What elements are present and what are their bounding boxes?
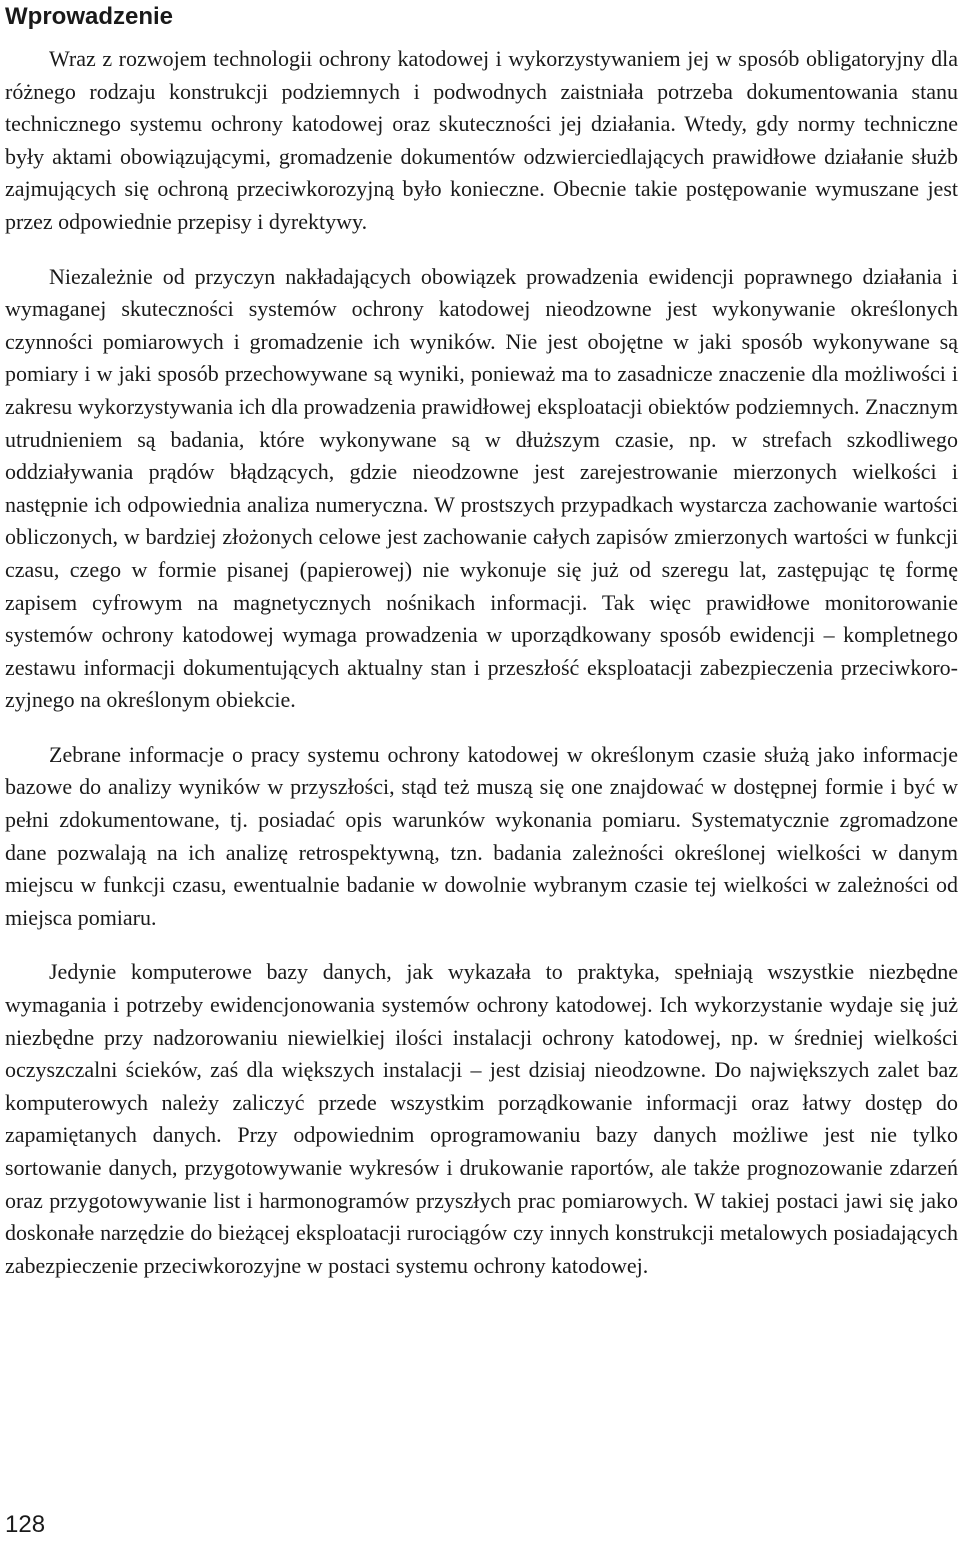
body-text xyxy=(5,43,958,1304)
paragraph-1: Wraz z rozwojem technologii ochrony katodowej i wykorzystywaniem jej w sposób obligatoryjny dla różnego rodzaju konstrukcji podziemnych i podwodnych zaistniała potrzeba dokumentowania stanu technicznego systemu ochrony katodowej oraz skuteczności jej działania. Wtedy, gdy normy techniczne były aktami obowiązującymi, gromadzenie dokumentów odzwierciedlających prawidłowe działanie służb zajmujących się ochroną przeciwkorozyjną było konieczne. Obecnie takie postępowanie wymuszane jest przez odpowiednie przepisy i dyrektywy. xyxy=(5,46,958,234)
paragraph-3: Zebrane informacje o pracy systemu ochrony katodowej w określonym czasie służą jako informacje bazowe do analizy wyników w przyszłości, stąd też muszą się one znajdować w dostępnej formie i być w pełni zdokumentowane, tj. posiadać opis warunków wykonania pomiaru. Systematycznie zgromadzone dane pozwalają na ich analizę retrospektywną, tzn. badania zależności określonej wielkości w danym miejscu w funkcji czasu, ewentualnie badanie w dowolnie wybranym czasie tej wielkości w zależności od miejsca pomiaru. xyxy=(5,741,958,930)
page-number: 128 xyxy=(5,1511,46,1538)
paragraph-2: Niezależnie od przyczyn nakładających obowiązek prowadzenia ewidencji poprawnego działania i wymaganej skuteczności systemów ochrony katodowej nieodzowne jest wykonywanie określonych czynności pomiarowych i gromadzenie ich wyników. Nie jest obojętne w jaki sposób wykonywane są pomiary i w jaki sposób przechowywane są wyniki, ponieważ ma to zasadnicze znaczenie dla możliwości i zakresu wykorzystywania ich dla prowadzenia prawidłowej eksploatacji obiektów podziemnych. Znacznym utrudnieniem są badania, które wykonywane są w dłuższym czasie, np. w strefach szkodliwego oddziaływania prądów błądzących, gdzie nieodzowne jest zarejestrowanie mierzonych wielkości i następnie ich odpowiednia analiza numeryczna. W prostszych przypadkach wystarcza zachowanie wartości obliczonych, w bardziej złożonych celowe jest zachowanie całych zapisów zmierzonych wartości w funkcji czasu, czego w formie pisanej (papierowej) nie wykonuje się już od szeregu lat, zastępując tę formę zapisem cyfrowym na magnetycznych nośnikach informacji. Tak więc prawidłowe monitorowanie systemów ochrony katodowej wymaga prowadzenia w uporządkowany sposób ewidencji – kompletnego zestawu informacji dokumentujących aktualny stan i przeszłość eksploatacji zabezpieczenia przeciwkorozyjnego na określonym obiekcie. xyxy=(5,263,958,713)
paragraph-4: Jedynie komputerowe bazy danych, jak wykazała to praktyka, spełniają wszystkie niezbędne wymagania i potrzeby ewidencjonowania systemów ochrony katodowej. Ich wykorzystanie wydaje się już niezbędne przy nadzorowaniu niewielkiej ilości instalacji ochrony katodowej, np. w średniej wielkości oczyszczalni ścieków, zaś dla większych instalacji – jest dzisiaj nieodzowne. Do największych zalet baz komputerowych należy zaliczyć przede wszystkim porządkowanie informacji oraz łatwy dostęp do zapamiętanych danych. Przy odpowiednim oprogramowaniu bazy danych możliwe jest nie tylko sortowanie danych, przygotowywanie wykresów i drukowanie raportów, ale także prognozowanie zdarzeń oraz przygotowywanie list i harmonogramów przyszłych prac pomiarowych. W takiej postaci jawi się jako doskonałe narzędzie do bieżącej eksploatacji rurociągów czy innych konstrukcji metalowych posiadających zabezpieczenie przeciwkorozyjne w postaci systemu ochrony katodowej. xyxy=(5,959,958,1278)
section-heading: Wprowadzenie xyxy=(5,3,174,30)
